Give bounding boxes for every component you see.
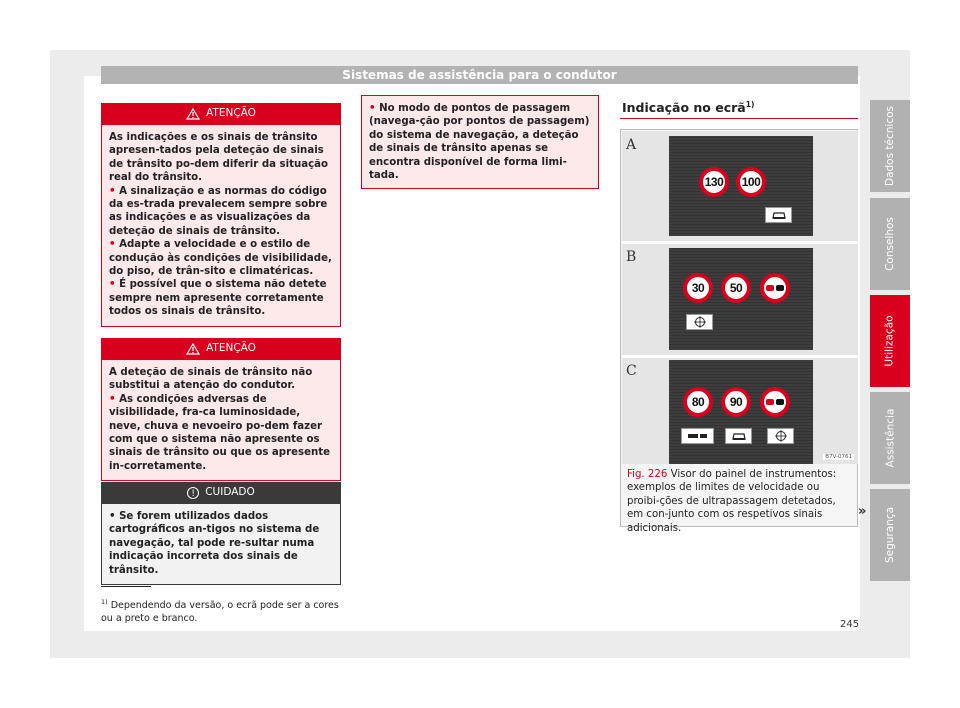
bullet-dot: • <box>109 185 116 197</box>
no-overtaking-sign-icon <box>760 273 790 303</box>
speed-limit-sign: 130 <box>699 167 729 197</box>
warning-box-1-bullet <box>109 185 333 239</box>
panel-letter-a: A <box>626 137 637 153</box>
info-circle-icon: ! <box>187 487 199 499</box>
waypoint-plate-icon <box>767 428 794 444</box>
panel-letter-c: C <box>626 363 637 379</box>
caution-box-bullet <box>109 510 333 577</box>
warning-triangle-icon <box>186 108 200 120</box>
tab-label: Conselhos <box>884 217 896 271</box>
no-overtaking-sign-icon <box>760 387 790 417</box>
figure-code: B7V-0761 <box>825 454 852 460</box>
navigation-note-text: No modo de pontos de passagem (navega-ção por pontos de passagem) do sistema de navegação, a deteção de sinais de trânsito apenas se encontra disponível de forma limi-tada. <box>369 103 590 182</box>
display-panel-b <box>669 248 813 350</box>
panel-separator <box>622 241 858 244</box>
bullet-text: Adapte a velocidade e o estilo de condução às condições de visibilidade, do piso, de trân-sito e climatéricas. <box>109 239 332 278</box>
warning-box-2-label: ATENÇÃO <box>206 342 256 355</box>
tab-conselhos[interactable] <box>870 198 910 290</box>
bullet-dot: • <box>109 393 116 405</box>
footnote <box>101 596 346 625</box>
bullet-text: A sinalização e as normas do código da es-trada prevalecem sempre sobre as indicações e as visualizações da deteção de sinais de trânsito. <box>109 185 328 237</box>
car-supplementary-plate-icon <box>765 207 792 223</box>
page-number: 245 <box>840 619 860 630</box>
footnote-text: Dependendo da versão, o ecrã pode ser a cores ou a preto e branco. <box>101 600 339 624</box>
warning-box-1-label: ATENÇÃO <box>206 107 256 120</box>
caution-box <box>101 482 341 585</box>
display-panel-a <box>669 136 813 236</box>
section-title-text: Indicação no ecrã <box>622 100 746 116</box>
panel-separator <box>622 355 858 358</box>
footnote-rule <box>101 586 151 587</box>
figure-number: Fig. 226 <box>627 469 668 480</box>
tab-label: Dados técnicos <box>884 105 897 187</box>
speed-limit-sign: 30 <box>683 273 713 303</box>
warning-box-2-bullet <box>109 393 333 473</box>
trailer-plate-icon <box>681 428 714 444</box>
page-header: Sistemas de assistência para o condutor <box>101 66 858 84</box>
panel-letter-b: B <box>626 249 637 265</box>
car-supplementary-plate-icon <box>725 428 752 444</box>
tab-label: Segurança <box>884 506 896 564</box>
bullet-dot: • <box>369 103 376 114</box>
warning-box-1 <box>101 103 341 327</box>
bullet-dot: • <box>109 239 116 251</box>
warning-box-2-intro: A deteção de sinais de trânsito não substitui a atenção do condutor. <box>109 367 313 392</box>
warning-box-1-header <box>101 103 341 125</box>
warning-box-2 <box>101 338 341 481</box>
tab-label: Assistência <box>884 408 896 468</box>
speed-limit-sign: 90 <box>721 387 751 417</box>
bullet-text: Se forem utilizados dados cartográficos an-tigos no sistema de navegação, tal pode re-sultar numa indicação incorreta dos sinais de trânsito. <box>109 511 320 576</box>
navigation-note-box <box>361 95 599 189</box>
speed-limit-sign: 100 <box>736 167 766 197</box>
figure-caption-text: Visor do painel de instrumentos: exemplos de limites de velocidade ou proibi-ções de ultrapassagem detetados, em con-junto com os respetivos sinais adicionais. <box>627 469 837 534</box>
tab-seguranca[interactable] <box>870 489 910 581</box>
warning-box-2-header <box>101 338 341 360</box>
tab-label: Utilização <box>884 315 897 367</box>
warning-box-1-bullet <box>109 238 333 278</box>
figure-226 <box>620 129 858 534</box>
tab-utilizacao[interactable] <box>870 295 910 387</box>
speed-limit-sign: 80 <box>683 387 713 417</box>
waypoint-plate-icon <box>686 314 713 330</box>
tab-assistencia[interactable] <box>870 392 910 484</box>
figure-caption <box>627 468 853 535</box>
footnote-marker: 1) <box>101 598 108 606</box>
footnote-ref: 1) <box>745 100 755 109</box>
bullet-dot: • <box>109 279 116 291</box>
speed-limit-sign: 50 <box>721 273 751 303</box>
caution-box-label: CUIDADO <box>205 486 255 499</box>
continue-mark: » <box>858 504 867 519</box>
bullet-text: As condições adversas de visibilidade, fra-ca luminosidade, neve, chuva e nevoeiro po-dem fazer com que o sistema não apresente os sinais de trânsito ou que os apresente in-corretamente. <box>109 393 331 472</box>
warning-box-1-bullet <box>109 278 333 318</box>
section-divider <box>620 118 858 119</box>
warning-triangle-icon <box>186 343 200 355</box>
caution-box-header <box>101 482 341 504</box>
bullet-dot: • <box>109 511 116 522</box>
bullet-text: É possível que o sistema não detete sempre nem apresente corretamente todos os sinais de trânsito. <box>109 279 327 318</box>
figure-image <box>622 131 858 464</box>
section-title <box>622 100 754 115</box>
tab-dados-tecnicos[interactable] <box>870 100 910 192</box>
warning-box-1-intro: As indicações e os sinais de trânsito apresen-tados pela deteção de sinais de trânsito po-dem diferir da situação real do trânsito. <box>109 132 329 184</box>
display-panel-c <box>669 360 813 464</box>
